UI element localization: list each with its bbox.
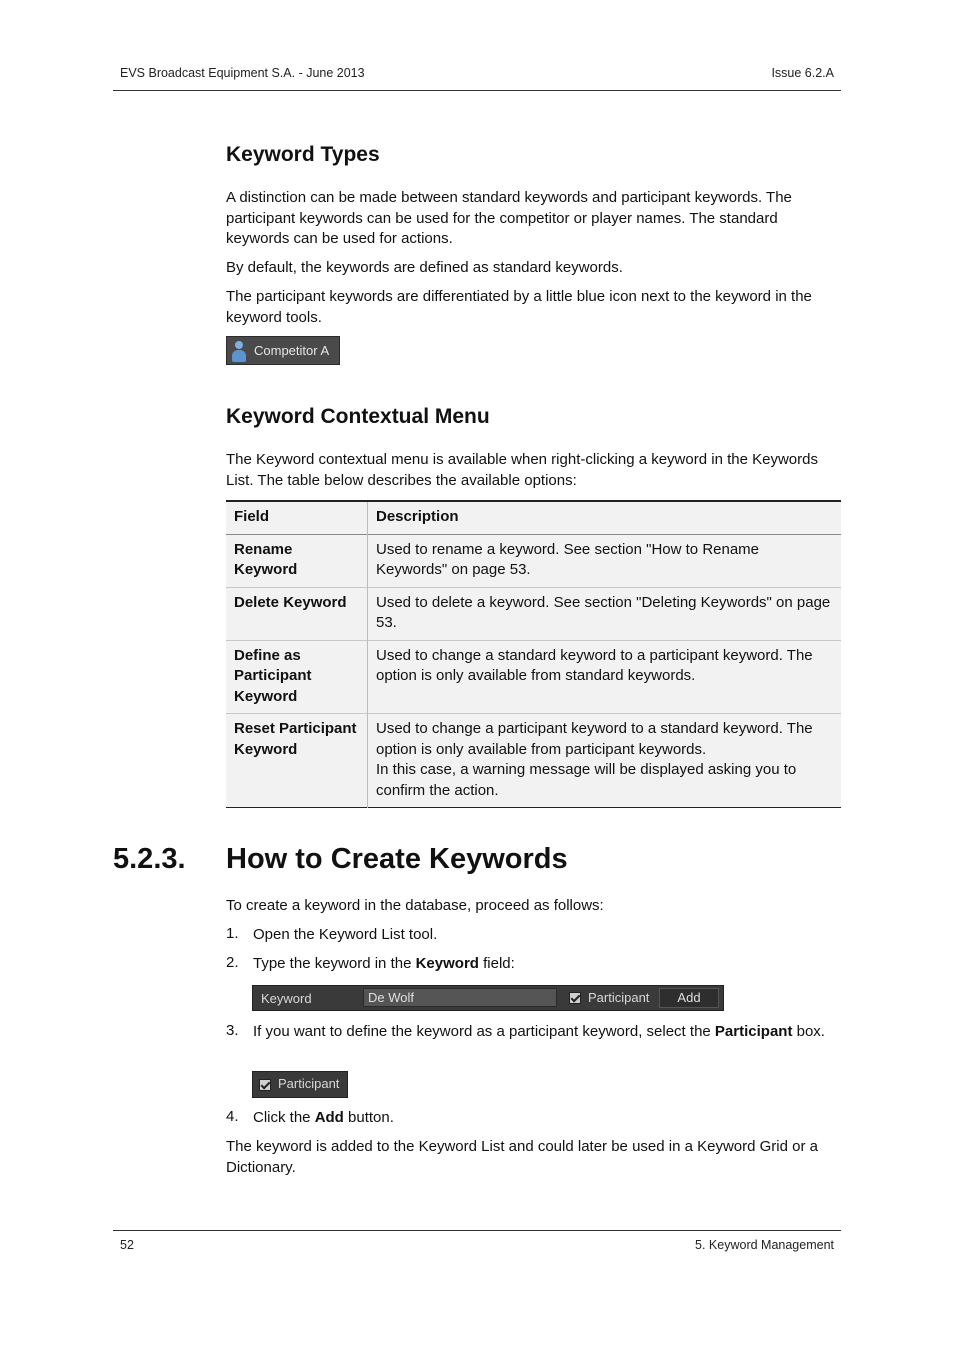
keyword-label: Keyword [261, 991, 312, 1006]
table-cell-description-line-2: In this case, a warning message will be displayed asking you to confirm the action. [376, 761, 797, 799]
participant-checkbox[interactable] [569, 992, 581, 1004]
step-number: 1. [226, 925, 239, 942]
contextual-menu-intro: The Keyword contextual menu is available when right-clicking a keyword in the Keywords List. The table below describes the available options: [226, 451, 818, 489]
table-header-field: Field [226, 501, 368, 534]
participant-keyword-chip [226, 336, 340, 365]
participant-person-icon [232, 340, 246, 362]
chip-label: Competitor A [254, 343, 330, 358]
participant-label: Participant [588, 990, 650, 1005]
step-number: 4. [226, 1108, 239, 1125]
table-row [226, 714, 841, 808]
header-rule [113, 90, 841, 91]
header-right: Issue 6.2.A [771, 66, 834, 80]
table-cell-description [368, 714, 842, 808]
page-number: 52 [120, 1238, 134, 1252]
contextual-menu-heading: Keyword Contextual Menu [226, 405, 490, 428]
table-row [226, 587, 841, 640]
keyword-types-heading: Keyword Types [226, 143, 380, 166]
table-header-description: Description [368, 501, 842, 534]
table-cell-description-line-1: Used to change a participant keyword to a standard keyword. The option is only available from participant keywords. [376, 720, 813, 758]
table-cell-field: Delete Keyword [226, 587, 368, 640]
table-cell-field: Reset Participant Keyword [226, 714, 368, 808]
add-button[interactable]: Add [659, 988, 719, 1008]
step-text: Type the keyword in the Keyword field: [253, 955, 515, 972]
step-text: If you want to define the keyword as a participant keyword, select the Participant box. [253, 1023, 825, 1040]
table-cell-description: Used to change a standard keyword to a participant keyword. The option is only available from standard keywords. [368, 640, 842, 714]
keyword-types-paragraph-2: By default, the keywords are defined as standard keywords. [226, 259, 623, 276]
table-row [226, 640, 841, 714]
create-outro: The keyword is added to the Keyword List and could later be used in a Keyword Grid or a Dictionary. [226, 1138, 818, 1176]
table-cell-field: Rename Keyword [226, 534, 368, 587]
participant-checkbox-box [252, 1071, 348, 1098]
participant-label: Participant [278, 1076, 340, 1091]
keyword-types-paragraph-3: The participant keywords are differentiated by a little blue icon next to the keyword in the keyword tools. [226, 288, 812, 326]
keyword-input[interactable]: De Wolf [363, 988, 557, 1007]
keyword-types-paragraph-1: A distinction can be made between standard keywords and participant keywords. The participant keywords can be used for the competitor or player names. The standard keywords can be used for actions. [226, 189, 792, 247]
footer-rule [113, 1230, 841, 1231]
create-intro: To create a keyword in the database, proceed as follows: [226, 897, 604, 914]
section-title: How to Create Keywords [226, 843, 568, 875]
table-header-row [226, 501, 841, 534]
table-row [226, 534, 841, 587]
header-left: EVS Broadcast Equipment S.A. - June 2013 [120, 66, 365, 80]
contextual-menu-table [226, 500, 841, 808]
section-number: 5.2.3. [113, 843, 186, 875]
keyword-entry-bar [252, 985, 724, 1011]
step-text: Click the Add button. [253, 1109, 394, 1126]
step-text: Open the Keyword List tool. [253, 926, 438, 943]
table-cell-description: Used to rename a keyword. See section "How to Rename Keywords" on page 53. [368, 534, 842, 587]
table-cell-description: Used to delete a keyword. See section "Deleting Keywords" on page 53. [368, 587, 842, 640]
footer-chapter: 5. Keyword Management [695, 1238, 834, 1252]
participant-checkbox[interactable] [259, 1079, 271, 1091]
step-number: 2. [226, 954, 239, 971]
step-number: 3. [226, 1022, 239, 1039]
table-cell-field: Define as Participant Keyword [226, 640, 368, 714]
